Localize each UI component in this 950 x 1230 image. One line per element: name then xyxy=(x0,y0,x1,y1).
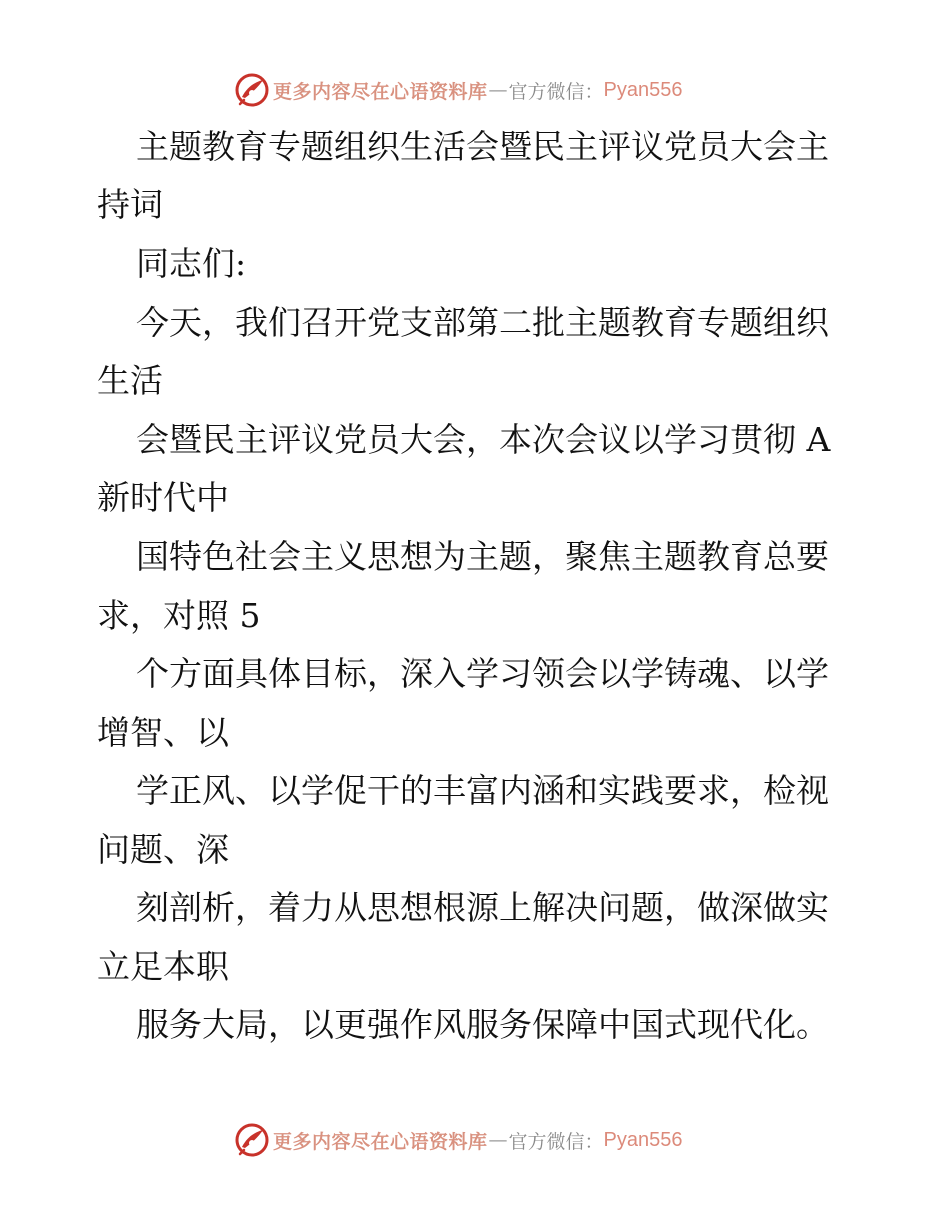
quill-logo-icon xyxy=(235,1123,269,1157)
text-line: 同志们: xyxy=(136,244,247,283)
quill-logo-icon xyxy=(235,73,269,107)
text-line: 新时代中 xyxy=(97,478,229,517)
text-line: 会暨民主评议党员大会，本次会议以学习贯彻 A xyxy=(136,420,831,459)
text-line: 服务大局，以更强作风服务保障中国式现代化。 xyxy=(136,1005,829,1044)
text-line: 今天，我们召开党支部第二批主题教育专题组织 xyxy=(136,303,829,342)
text-line: 个方面具体目标，深入学习领会以学铸魂、以学 xyxy=(136,654,829,693)
text-line: 刻剖析，着力从思想根源上解决问题，做深做实 xyxy=(136,888,829,927)
watermark-wechat-label: 官方微信： xyxy=(508,80,604,103)
text-line: 生活 xyxy=(97,361,163,400)
watermark-wechat-id: Pyan556 xyxy=(603,1128,683,1151)
text-line: 增智、以 xyxy=(97,713,229,752)
footer-watermark xyxy=(235,1122,715,1158)
watermark-title: 更多内容尽在心语资料库 xyxy=(273,80,488,103)
text-line: 持词 xyxy=(97,185,163,224)
text-line: 问题、深 xyxy=(97,830,229,869)
watermark-dash: — xyxy=(488,79,508,101)
text-line: 主题教育专题组织生活会暨民主评议党员大会主 xyxy=(136,127,829,166)
text-line: 求，对照 5 xyxy=(97,596,261,635)
watermark-wechat-label: 官方微信： xyxy=(508,1130,604,1153)
text-line: 立足本职 xyxy=(97,947,229,986)
text-line: 国特色社会主义思想为主题，聚焦主题教育总要 xyxy=(136,537,829,576)
watermark-dash: — xyxy=(488,1129,508,1151)
watermark-title: 更多内容尽在心语资料库 xyxy=(273,1130,488,1153)
text-line: 学正风、以学促干的丰富内涵和实践要求，检视 xyxy=(136,771,829,810)
header-watermark xyxy=(235,72,715,108)
watermark-wechat-id: Pyan556 xyxy=(603,78,683,101)
